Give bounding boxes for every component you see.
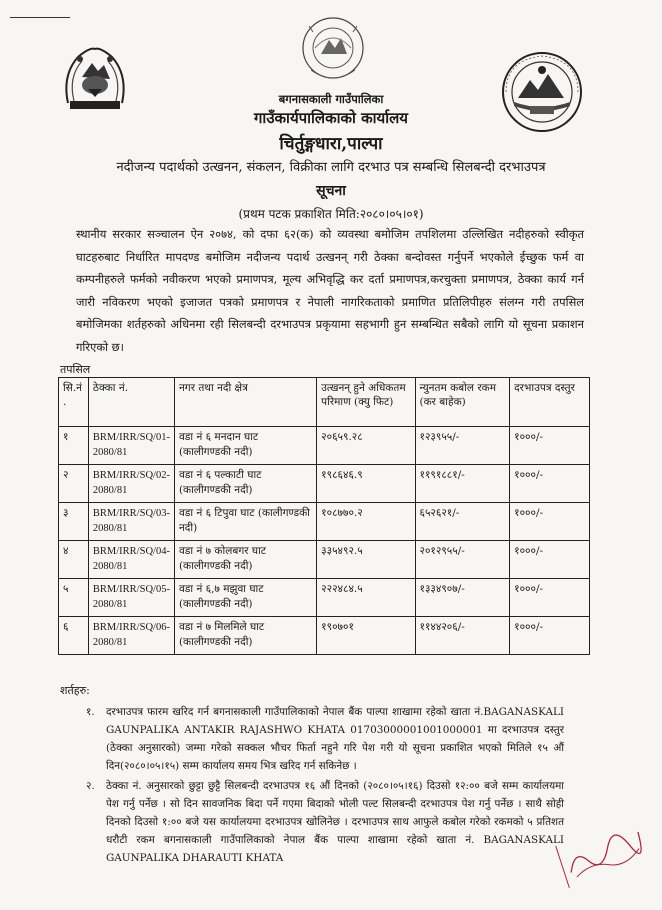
table-header-row bbox=[59, 378, 590, 427]
municipality-name: बगनासकाली गाउँपालिका bbox=[278, 92, 384, 106]
cell-contract-no: BRM/IRR/SQ/01-2080/81 bbox=[88, 427, 174, 465]
cell-min-bid: २०१२९५५/- bbox=[415, 541, 510, 579]
cell-area: वडा नं ७ कोलबगर घाट (कालीगण्डकी नदी) bbox=[174, 541, 316, 579]
office-location: चिर्तुङ्गधारा,पाल्पा bbox=[279, 134, 383, 154]
cell-sn: ५ bbox=[59, 579, 89, 617]
term-text: ठेक्का नं. अनुसारको छुट्टा छुट्टै सिलबन्दी दरभाउपत्र १६ औं दिनको (२०८०।०५।१६) दिउसो १२:०० बजे सम्म कार्यालयमा पेश गर्नु पर्नेछ । सो दिन सावजनिक बिदा पर्ने गएमा बिदाको भोली पल्ट सिलबन्दी दरभाउपत्र पेश गर्नु पर्नेछ । साथै सोही दिनको दिउसो १:०० बजे यस कार्यालयमा दरभाउपत्र खोलिनेछ । दरभाउपत्र साथ आफुले कबोल गरेको रकमको ५ प्रतिशत धरौटी रकम बगनासकाली गाउँपालिकाको नेपाल बैंक पाल्पा शाखामा रहेको खाता नं. BAGANASKALI GAUNPALIKA DHARAUTI KHATA bbox=[106, 780, 564, 864]
cell-fee: १०००/- bbox=[510, 503, 590, 541]
cell-min-bid: ११९१८८१/- bbox=[415, 465, 510, 503]
table-row bbox=[59, 465, 590, 503]
table-row bbox=[59, 579, 590, 617]
cell-contract-no: BRM/IRR/SQ/02-2080/81 bbox=[88, 465, 174, 503]
office-title: गाउँकार्यपालिकाको कार्यालय bbox=[253, 109, 408, 127]
cell-area: वडा नं ६ मनदान घाट (कालीगण्डकी नदी) bbox=[174, 427, 316, 465]
cell-quantity: १९०७०१ bbox=[317, 617, 415, 655]
cell-fee: १०००/- bbox=[510, 427, 590, 465]
cell-sn: ४ bbox=[59, 541, 89, 579]
table-row bbox=[59, 503, 590, 541]
cell-contract-no: BRM/IRR/SQ/04-2080/81 bbox=[88, 541, 174, 579]
cell-sn: ३ bbox=[59, 503, 89, 541]
cell-quantity: २०६५९.२८ bbox=[317, 427, 415, 465]
cell-area: वडा नं ६ पल्काटी घाट (कालीगण्डकी नदी) bbox=[174, 465, 316, 503]
col-header-area: नगर तथा नदी क्षेत्र bbox=[174, 378, 316, 427]
cell-sn: १ bbox=[59, 427, 89, 465]
cell-min-bid: ११४४२०६/- bbox=[415, 617, 510, 655]
col-header-contract-no: ठेक्का नं. bbox=[88, 378, 174, 427]
term-number: १. bbox=[86, 706, 95, 718]
cell-fee: १०००/- bbox=[510, 579, 590, 617]
contract-table bbox=[58, 377, 590, 655]
signature-stamp bbox=[555, 820, 649, 888]
term-item bbox=[86, 777, 564, 867]
col-header-min-bid: न्युनतम कबोल रकम (कर बाहेक) bbox=[415, 378, 510, 427]
cell-contract-no: BRM/IRR/SQ/05-2080/81 bbox=[88, 579, 174, 617]
col-header-fee: दरभाउपत्र दस्तुर bbox=[510, 378, 590, 427]
notice-subject: नदीजन्य पदार्थको उत्खनन, संकलन, विक्रीका लागि दरभाउ पत्र सम्बन्धि सिलबन्दी दरभाउपत्र bbox=[116, 160, 546, 175]
cell-sn: २ bbox=[59, 465, 89, 503]
notice-heading: सूचना bbox=[316, 183, 346, 199]
cell-quantity: २२२४८४.५ bbox=[317, 579, 415, 617]
municipality-seal bbox=[293, 12, 373, 94]
cell-quantity: ३३५४९२.५ bbox=[317, 541, 415, 579]
term-text: दरभाउपत्र फारम खरिद गर्न बगनासकाली गाउँपालिकाको नेपाल बैंक पाल्पा शाखामा रहेको खाता नं.BAGANASKALI GAUNPALIKA ANTAKIR RAJASHWO KHATA 01703000001001000001 मा दरभाउपत्र दस्तुर (ठेक्का अनुसारको) जम्मा गरेको सक्कल भौचर फिर्ता नहुने गरि पेश गरी यो सूचना प्रकाशित भएको मितिले १५ औं दिन(२०८०।०५।१५) सम्म कार्यालय समय भित्र खरिद गर्न सकिनेछ । bbox=[106, 706, 564, 772]
cell-quantity: १०८७७०.२ bbox=[317, 503, 415, 541]
terms-heading: शर्तहरु: bbox=[60, 684, 90, 697]
table-row bbox=[59, 617, 590, 655]
cell-contract-no: BRM/IRR/SQ/03-2080/81 bbox=[88, 503, 174, 541]
cell-sn: ६ bbox=[59, 617, 89, 655]
cell-fee: १०००/- bbox=[510, 541, 590, 579]
cell-contract-no: BRM/IRR/SQ/06-2080/81 bbox=[88, 617, 174, 655]
term-item bbox=[86, 703, 564, 775]
term-number: २. bbox=[86, 780, 95, 792]
top-rule bbox=[10, 17, 70, 18]
cell-fee: १०००/- bbox=[510, 465, 590, 503]
notice-paragraph: स्थानीय सरकार सञ्चालन ऐन २०७४, को दफा ६२(क) को व्यवस्था बमोजिम तपशिलमा उल्लिखित नदीहरुको स्वीकृत घाटहरुबाट निर्धारित मापदण्ड बमोजिम नदीजन्य पदार्थ उत्खनन् गरी ठेक्का बन्दोवस्त गर्नुपर्ने भएकोले ईच्छुक फर्म वा कम्पनीहरुले फर्मको नवीकरण भएको प्रमाणपत्र, मूल्य अभिवृद्धि कर दर्ता प्रमाणपत्र,करचुक्ता प्रमाणपत्र, ठेक्का कार्य गर्न जारी नविकरण भएको इजाजत पत्रको प्रमाणपत्र र नेपाली नागरिकताको प्रमाणित प्रतिलिपीहरु संलग्न गरी तपसिल बमोजिमका शर्तहरुको अधिनमा रही सिलबन्दी दरभाउपत्र प्रकृयामा सहभागी हुन सम्बन्धित सबैको लागि यो सूचना प्रकाशन गरिएको छ। bbox=[76, 227, 584, 354]
cell-min-bid: ६५२६२१/- bbox=[415, 503, 510, 541]
col-header-sn: सि.नं . bbox=[59, 378, 89, 427]
schedule-label: तपसिल bbox=[60, 363, 91, 376]
cell-min-bid: १३३४९०७/- bbox=[415, 579, 510, 617]
cell-area: वडा नं ६ टिपुवा घाट (कालीगण्डकी नदी) bbox=[174, 503, 316, 541]
cell-area: वडा नं ७ मिलमिले घाट (कालीगण्डकी नदी) bbox=[174, 617, 316, 655]
cell-min-bid: १२३९५५/- bbox=[415, 427, 510, 465]
table-row bbox=[59, 541, 590, 579]
published-date: (प्रथम पटक प्रकाशित मिति:२०८०।०५।०१) bbox=[238, 207, 424, 221]
cell-fee: १०००/- bbox=[510, 617, 590, 655]
terms-list bbox=[86, 703, 564, 869]
table-row bbox=[59, 427, 590, 465]
cell-quantity: १९८६४६.९ bbox=[317, 465, 415, 503]
cell-area: वडा नं ६,७ मझुवा घाट (कालीगण्डकी नदी) bbox=[174, 579, 316, 617]
col-header-quantity: उत्खनन् हुने अधिकतम परिमाण (क्यु फिट) bbox=[317, 378, 415, 427]
